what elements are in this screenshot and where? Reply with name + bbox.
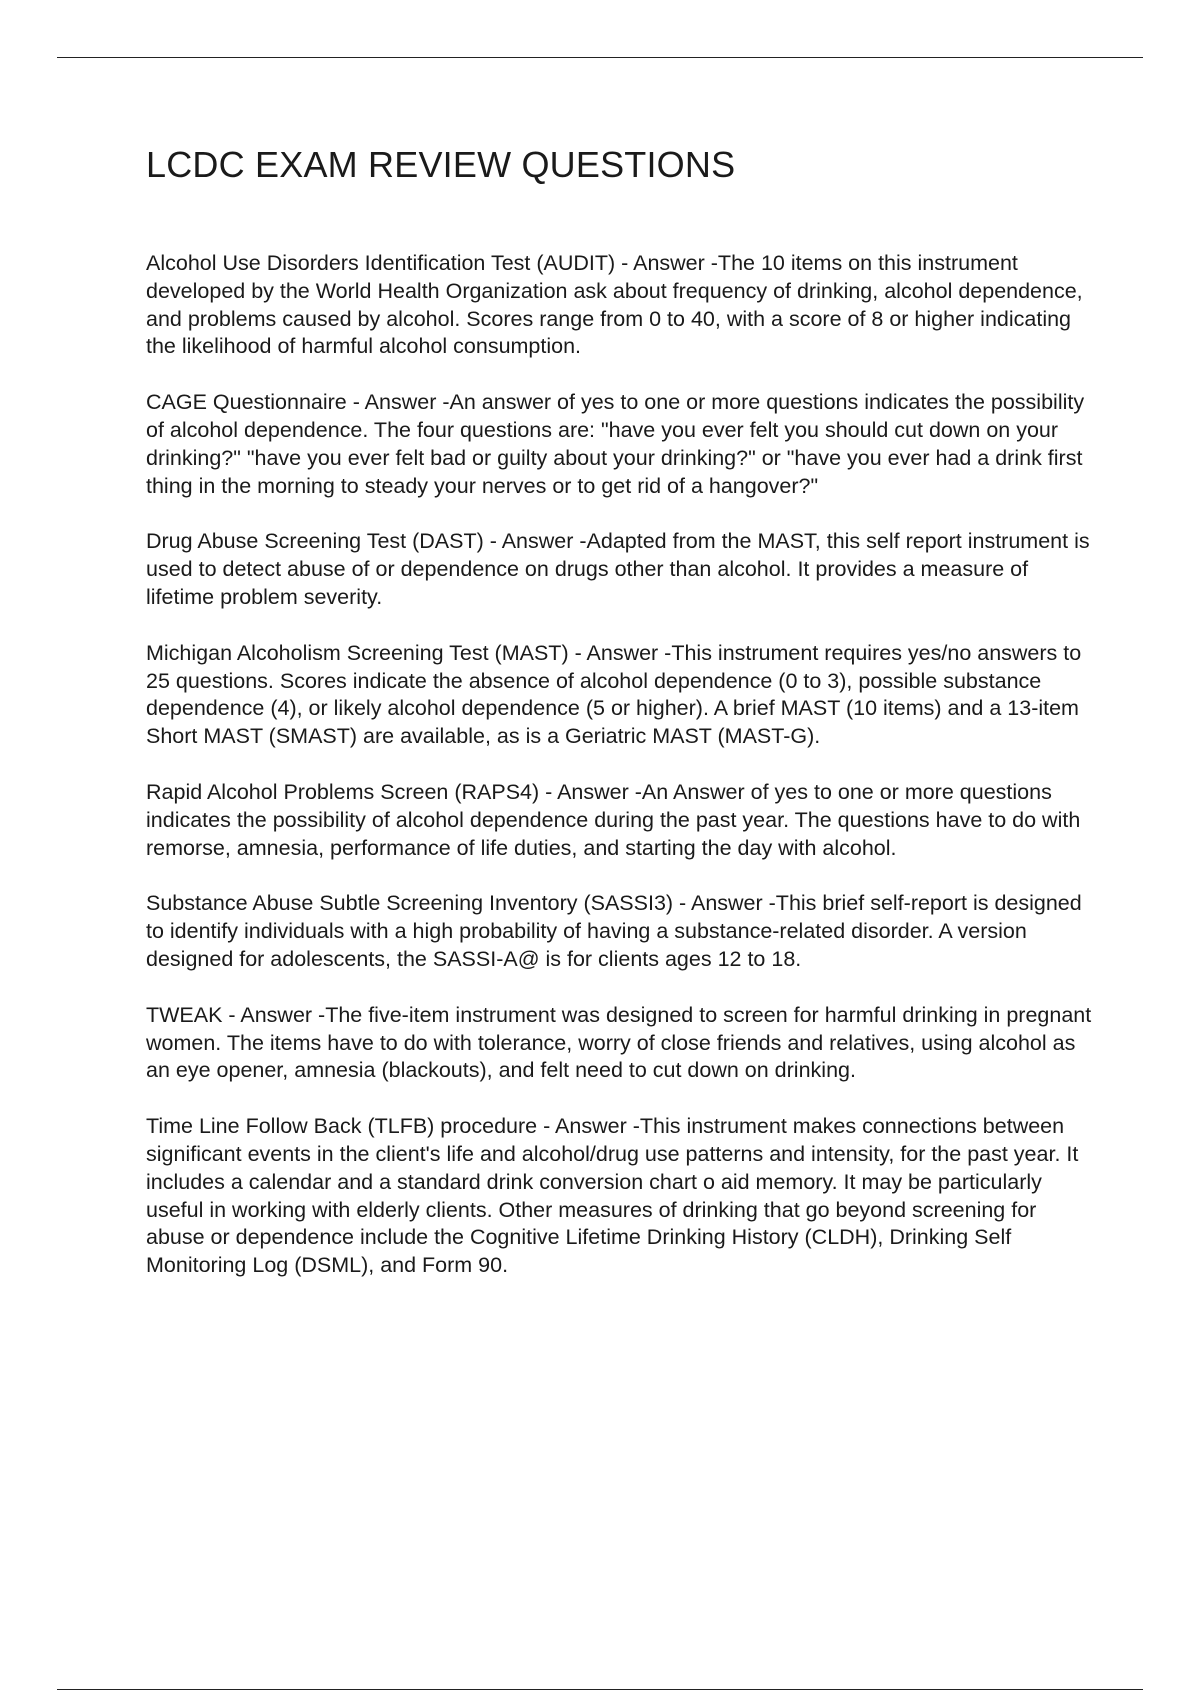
qa-entry-tlfb: Time Line Follow Back (TLFB) procedure - Answer -This instrument makes connections between significant events in the client's life and alcohol/drug use patterns and intensity, for the past year. It includes a calendar and a standard drink conversion chart o aid memory. It may be particularly useful in working with elderly clients. Other measures of drinking that go beyond screening for abuse or dependence include the Cognitive Lifetime Drinking History (CLDH), Drinking Self Monitoring Log (DSML), and Form 90. xyxy=(146,1114,1079,1278)
qa-entry-mast: Michigan Alcoholism Screening Test (MAST) - Answer -This instrument requires yes/no answers to 25 questions. Scores indicate the absence of alcohol dependence (0 to 3), possible substance dependence (4), or likely alcohol dependence (5 or higher). A brief MAST (10 items) and a 13-item Short MAST (SMAST) are available, as is a Geriatric MAST (MAST-G). xyxy=(146,640,1082,749)
top-divider xyxy=(57,57,1143,58)
page-title: LCDC EXAM REVIEW QUESTIONS xyxy=(146,144,736,185)
qa-entry-audit: Alcohol Use Disorders Identification Test (AUDIT) - Answer -The 10 items on this instrument developed by the World Health Organization ask about frequency of drinking, alcohol dependence, and problems caused by alcohol. Scores range from 0 to 40, with a score of 8 or higher indicating the likelihood of harmful alcohol consumption. xyxy=(146,251,1083,359)
qa-entry-dast: Drug Abuse Screening Test (DAST) - Answer -Adapted from the MAST, this self report instrument is used to detect abuse of or dependence on drugs other than alcohol. It provides a measure of lifetime problem severity. xyxy=(146,529,1090,609)
qa-entry-raps4: Rapid Alcohol Problems Screen (RAPS4) - Answer -An Answer of yes to one or more questions indicates the possibility of alcohol dependence during the past year. The questions have to do with remorse, amnesia, performance of life duties, and starting the day with alcohol. xyxy=(146,779,1081,860)
bottom-divider xyxy=(57,1689,1143,1690)
qa-entry-tweak: TWEAK - Answer -The five-item instrument was designed to screen for harmful drinking in pregnant women. The items have to do with tolerance, worry of close friends and relatives, using alcohol as an eye opener, amnesia (blackouts), and felt need to cut down on drinking. xyxy=(146,1002,1092,1083)
qa-entry-sassi3: Substance Abuse Subtle Screening Inventory (SASSI3) - Answer -This brief self-report is designed to identify individuals with a high probability of having a substance-related disorder. A version designed for adolescents, the SASSI-A@ is for clients ages 12 to 18. xyxy=(146,891,1082,971)
qa-entry-cage: CAGE Questionnaire - Answer -An answer of yes to one or more questions indicates the possibility of alcohol dependence. The four questions are: "have you ever felt you should cut down on your drinking?" "have you ever felt bad or guilty about your drinking?" or "have you ever had a drink first thing in the morning to steady your nerves or to get rid of a hangover?" xyxy=(146,390,1085,498)
document-body xyxy=(146,140,1096,1308)
